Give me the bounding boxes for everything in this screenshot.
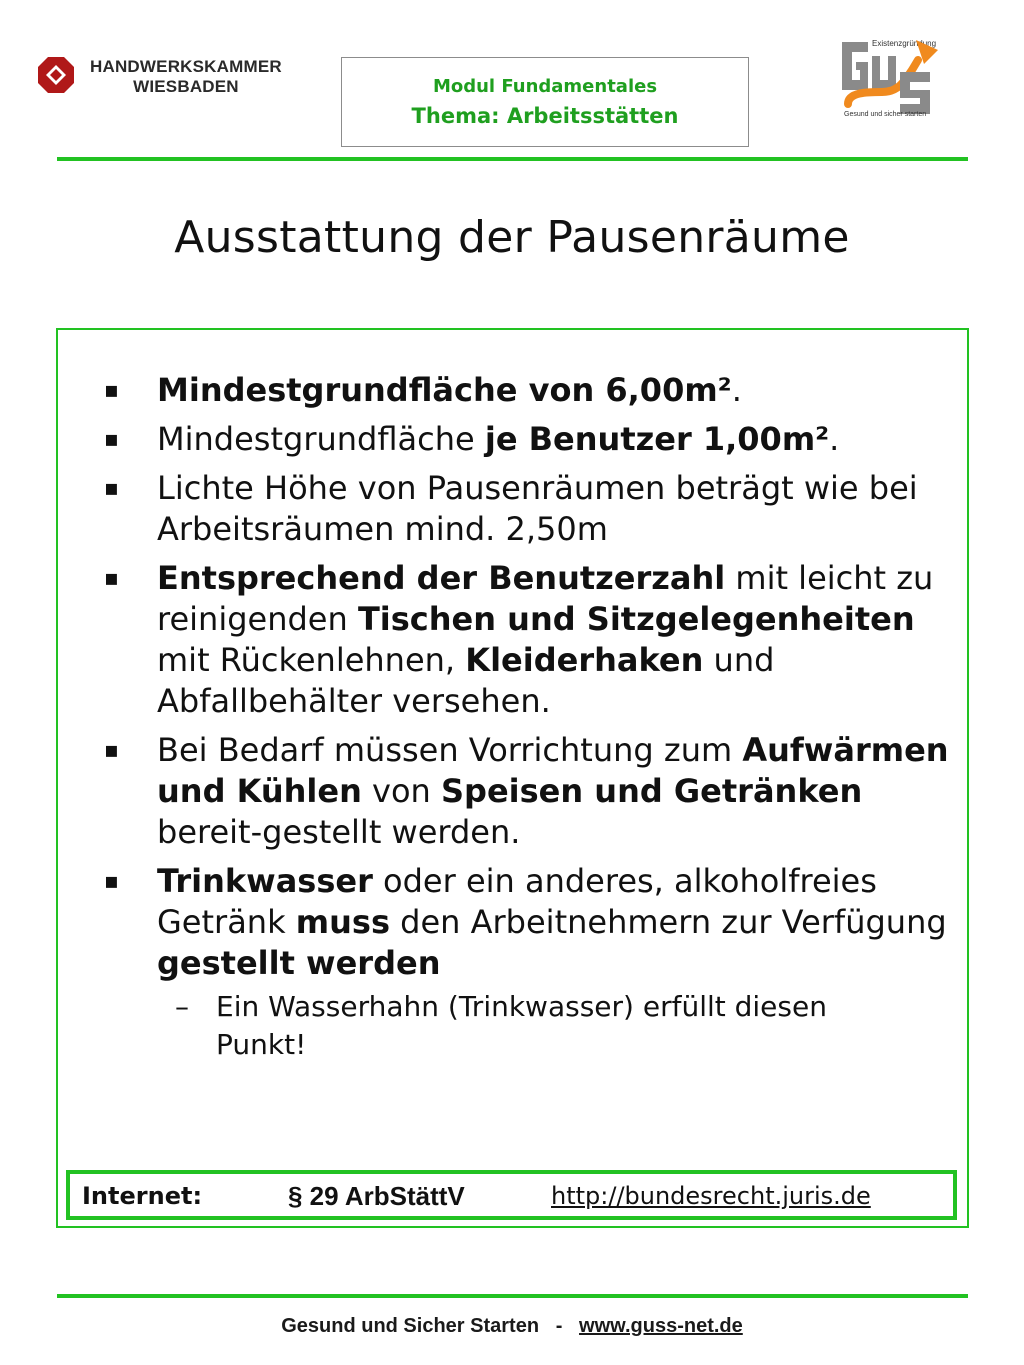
sub-bullet-text: Ein Wasserhahn (Trinkwasser) erfüllt diesen Punkt! — [216, 990, 827, 1061]
text: von — [361, 772, 441, 810]
list-item — [100, 370, 960, 411]
hwk-name-line2: WIESBADEN — [133, 77, 239, 96]
guss-logo-bottom-text: Gesund und sicher starten — [844, 111, 927, 118]
hwk-name-line1: HANDWERKSKAMMER — [90, 57, 282, 76]
header-divider — [57, 157, 968, 161]
footer-link[interactable]: www.guss-net.de — [579, 1315, 743, 1337]
square-bullet-icon: ▪ — [104, 378, 119, 403]
square-bullet-icon: ▪ — [104, 566, 119, 591]
text: Bei Bedarf müssen Vorrichtung zum — [157, 731, 743, 769]
guss-logo-top-text: Existenzgründung — [872, 39, 937, 48]
text: mit leicht zu reinigenden — [157, 559, 934, 638]
module-box — [341, 57, 749, 147]
square-bullet-icon: ▪ — [104, 476, 119, 501]
text: den Arbeitnehmern zur Verfügung — [390, 903, 947, 941]
bold-text: Speisen und Getränken — [441, 772, 863, 810]
list-item — [100, 558, 960, 722]
text: und Abfallbehälter versehen. — [157, 641, 775, 720]
bold-text: Entsprechend der Benutzerzahl — [157, 559, 726, 597]
hwk-logo — [36, 55, 336, 100]
bold-text: Tischen und Sitzgelegenheiten — [357, 600, 915, 638]
hwk-emblem-icon — [36, 55, 76, 95]
bold-text: Mindestgrundfläche von 6,00m² — [157, 371, 732, 409]
text: Mindestgrundfläche — [157, 420, 485, 458]
footer-text: Gesund und Sicher Starten - — [281, 1315, 580, 1337]
bold-text: Trinkwasser — [157, 862, 373, 900]
page-title: Ausstattung der Pausenräume — [174, 212, 850, 263]
list-item — [100, 861, 960, 984]
bold-text: Aufwärmen und Kühlen — [157, 731, 949, 810]
bold-text: Kleiderhaken — [465, 641, 704, 679]
text: . — [731, 371, 742, 409]
module-title: Modul Fundamentales — [432, 76, 658, 97]
square-bullet-icon: ▪ — [104, 869, 119, 894]
text: oder ein anderes, alkoholfreies Getränk — [157, 862, 877, 941]
bold-text: je Benutzer 1,00m² — [484, 420, 830, 458]
list-item — [100, 468, 960, 550]
internet-label: Internet: — [82, 1182, 203, 1210]
bullet-list — [100, 370, 960, 1064]
list-item — [100, 730, 960, 853]
text: Lichte Höhe von Pausenräumen beträgt wie bei Arbeitsräumen mind. 2,50m — [157, 469, 918, 548]
footer — [0, 1315, 1024, 1338]
sub-list-item — [157, 988, 896, 1064]
internet-reference-box — [66, 1170, 957, 1220]
bold-text: gestellt werden — [157, 944, 441, 982]
text: bereit-gestellt werden. — [157, 813, 521, 851]
square-bullet-icon: ▪ — [104, 427, 119, 452]
module-topic: Thema: Arbeitsstätten — [411, 104, 679, 128]
text: mit Rückenlehnen, — [157, 641, 466, 679]
juris-link[interactable]: http://bundesrecht.juris.de — [551, 1182, 871, 1210]
dash-marker: – — [175, 990, 189, 1023]
square-bullet-icon: ▪ — [104, 738, 119, 763]
footer-divider — [57, 1294, 968, 1298]
list-item — [100, 419, 960, 460]
text: . — [829, 420, 840, 458]
law-reference: § 29 ArbStättV — [288, 1181, 465, 1211]
hwk-name — [90, 57, 282, 97]
bold-text: muss — [295, 903, 390, 941]
guss-logo — [838, 34, 948, 120]
